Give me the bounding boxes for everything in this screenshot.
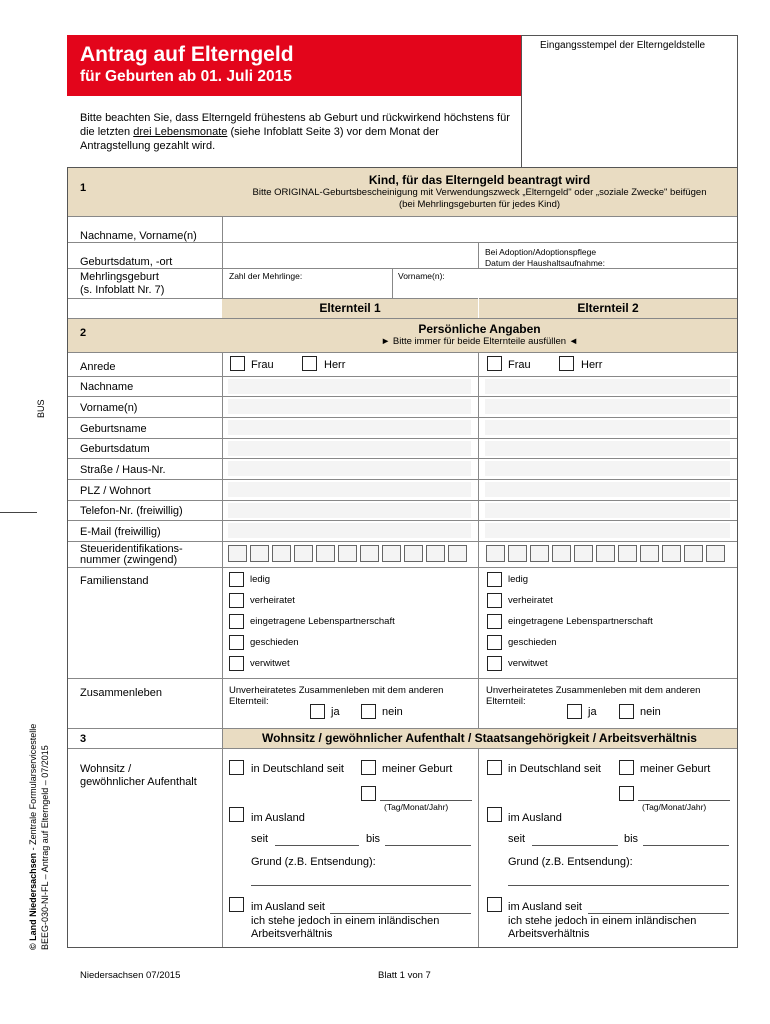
family-status-label: Familienstand <box>80 575 149 587</box>
p2-cohabit-question-1: Unverheiratetes Zusammenleben mit dem anderen <box>486 685 701 696</box>
p2-family-status-label: ledig <box>508 574 529 585</box>
p2-taxid-digit[interactable] <box>662 545 681 562</box>
p2-street-input[interactable] <box>485 461 730 476</box>
form-title: Antrag auf Elterngeld <box>80 43 294 66</box>
p2-birthname-input[interactable] <box>485 420 730 435</box>
p2-taxid-digit[interactable] <box>640 545 659 562</box>
section2-hint: ► Bitte immer für beide Elternteile ausfüllen ◄ <box>380 336 579 347</box>
p2-germany-checkbox[interactable] <box>487 760 502 775</box>
p2-frau-label: Frau <box>508 359 531 371</box>
field-label-street: Straße / Haus-Nr. <box>80 464 166 476</box>
p2-taxid-digit[interactable] <box>486 545 505 562</box>
p1-until-label: bis <box>366 833 381 845</box>
section1-note-2: (bei Mehrlingsgeburten für jedes Kind) <box>398 199 561 210</box>
p2-cohabit-ja-checkbox[interactable] <box>567 704 582 719</box>
p2-abroad-since-label: im Ausland seit <box>508 901 582 913</box>
p2-date-line <box>638 800 730 801</box>
p2-taxid-digit[interactable] <box>596 545 615 562</box>
p2-taxid-digit[interactable] <box>552 545 571 562</box>
residence-label-1: Wohnsitz / <box>80 763 132 775</box>
p2-firstnames-input[interactable] <box>485 399 730 414</box>
field-label-firstnames: Vorname(n) <box>80 402 138 414</box>
p1-cohabit-question-2: Elternteil: <box>229 696 269 707</box>
p2-cohabit-ja-label: ja <box>588 706 597 718</box>
p1-date-hint: (Tag/Monat/Jahr) <box>384 802 449 812</box>
margin-bus: BUS <box>36 399 46 418</box>
p1-germany-label: in Deutschland seit <box>251 763 344 775</box>
p1-domestic-2: Arbeitsverhältnis <box>251 928 333 940</box>
p1-date-checkbox[interactable] <box>361 786 376 801</box>
p2-taxid-digit[interactable] <box>618 545 637 562</box>
p1-family-status-label: eingetragene Lebenspartnerschaft <box>250 616 395 627</box>
taxid-label-2: nummer (zwingend) <box>80 554 178 566</box>
p1-cohabit-question-1: Unverheiratetes Zusammenleben mit dem anderen <box>229 685 444 696</box>
p2-email-input[interactable] <box>485 523 730 538</box>
p2-family-status-label: verwitwet <box>508 658 548 669</box>
section2-number: 2 <box>80 327 87 339</box>
p1-abroad-label: im Ausland <box>251 812 305 824</box>
p1-taxid-digit[interactable] <box>404 545 423 562</box>
footer-left: Niedersachsen 07/2015 <box>80 970 181 981</box>
p1-taxid-digit[interactable] <box>338 545 357 562</box>
margin-publisher: © Land Niedersachsen - Zentrale Formularservicestelle <box>28 723 38 950</box>
field-label-city: PLZ / Wohnort <box>80 485 151 497</box>
p1-cohabit-ja-label: ja <box>331 706 340 718</box>
margin-form-code: BEEG-030-NI-FL – Antrag auf Elterngeld – 07/2015 <box>40 745 50 950</box>
p2-abroad-label: im Ausland <box>508 812 562 824</box>
adoption-note-2: Datum der Haushaltsaufnahme: <box>485 258 606 268</box>
p1-taxid-digit[interactable] <box>294 545 313 562</box>
p1-since-input[interactable] <box>275 845 359 846</box>
field-label-phone: Telefon-Nr. (freiwillig) <box>80 505 183 517</box>
p1-herr-checkbox[interactable] <box>302 356 317 371</box>
p1-date-line <box>380 800 472 801</box>
salutation-label: Anrede <box>80 361 116 373</box>
p1-birthname-input[interactable] <box>228 420 471 435</box>
parent2-title: Elternteil 2 <box>577 301 639 315</box>
p2-taxid-digit[interactable] <box>706 545 725 562</box>
p2-taxid-digit[interactable] <box>574 545 593 562</box>
p1-abroad-since-input[interactable] <box>330 913 471 914</box>
stamp-label: Eingangsstempel der Elterngeldstelle <box>540 40 706 51</box>
p2-taxid-digit[interactable] <box>684 545 703 562</box>
form-subtitle: für Geburten ab 01. Juli 2015 <box>80 68 292 85</box>
section1-note-1: Bitte ORIGINAL-Geburtsbescheinigung mit Verwendungszweck „Elterngeld" oder „soziale Zwecke" beifügen <box>252 187 707 198</box>
p1-since-label: seit <box>251 833 269 845</box>
field-label-birthdate: Geburtsdatum <box>80 443 150 455</box>
p1-taxid-digit[interactable] <box>382 545 401 562</box>
p1-phone-input[interactable] <box>228 503 471 518</box>
p2-reason-input[interactable] <box>508 885 729 886</box>
p2-city-input[interactable] <box>485 482 730 497</box>
intro-text: Bitte beachten Sie, dass Elterngeld frühestens ab Geburt und rückwirkend höchstens für die letzten drei Lebensmonate (siehe Infoblatt Seite 3) vor dem Monat der Antragstellung gezahlt wird. <box>80 112 510 152</box>
section1-title: Kind, für das Elterngeld beantragt wird <box>368 173 591 187</box>
p2-birthdate-input[interactable] <box>485 441 730 456</box>
p1-birthdate-input[interactable] <box>228 441 471 456</box>
section3-title: Wohnsitz / gewöhnlicher Aufenthalt / Staatsangehörigkeit / Arbeitsverhältnis <box>262 731 697 745</box>
p2-birth-checkbox[interactable] <box>619 760 634 775</box>
p2-cohabit-nein-checkbox[interactable] <box>619 704 634 719</box>
multiple-birth-label-1: Mehrlingsgeburt <box>80 271 159 283</box>
p2-herr-checkbox[interactable] <box>559 356 574 371</box>
p2-taxid-digit[interactable] <box>530 545 549 562</box>
p1-taxid-digit[interactable] <box>228 545 247 562</box>
p1-family-status-label: verwitwet <box>250 658 290 669</box>
p1-taxid-digit[interactable] <box>426 545 445 562</box>
multiple-birth-label-2: (s. Infoblatt Nr. 7) <box>80 284 165 296</box>
p2-family-status-checkbox[interactable] <box>487 572 502 587</box>
field-label-email: E-Mail (freiwillig) <box>80 526 161 538</box>
p2-family-status-checkbox[interactable] <box>487 656 502 671</box>
section1-number: 1 <box>80 182 87 194</box>
child-birth-label: Geburtsdatum, -ort <box>80 256 173 268</box>
taxid-label-1: Steueridentifikations- <box>80 543 183 555</box>
parent1-title: Elternteil 1 <box>319 301 381 315</box>
p2-domestic-2: Arbeitsverhältnis <box>508 928 590 940</box>
p2-until-input[interactable] <box>643 845 729 846</box>
p1-abroad-checkbox[interactable] <box>229 807 244 822</box>
p2-abroad-checkbox[interactable] <box>487 807 502 822</box>
p2-since-label: seit <box>508 833 526 845</box>
p2-family-status-checkbox[interactable] <box>487 593 502 608</box>
p1-frau-label: Frau <box>251 359 274 371</box>
section3-number: 3 <box>80 733 87 745</box>
p2-domestic-1: ich stehe jedoch in einem inländischen <box>508 915 697 927</box>
residence-label-2: gewöhnlicher Aufenthalt <box>80 776 197 788</box>
p2-taxid-digit[interactable] <box>508 545 527 562</box>
p1-email-input[interactable] <box>228 523 471 538</box>
footer-center: Blatt 1 von 7 <box>378 970 431 981</box>
p2-family-status-label: eingetragene Lebenspartnerschaft <box>508 616 653 627</box>
p1-birth-label: meiner Geburt <box>382 763 453 775</box>
p1-taxid-digit[interactable] <box>272 545 291 562</box>
p2-family-status-label: verheiratet <box>508 595 553 606</box>
p1-domestic-1: ich stehe jedoch in einem inländischen <box>251 915 440 927</box>
p1-taxid-digit[interactable] <box>316 545 335 562</box>
p1-city-input[interactable] <box>228 482 471 497</box>
p1-frau-checkbox[interactable] <box>230 356 245 371</box>
p2-germany-label: in Deutschland seit <box>508 763 601 775</box>
p1-germany-checkbox[interactable] <box>229 760 244 775</box>
p2-since-input[interactable] <box>532 845 618 846</box>
form-header <box>67 35 521 96</box>
section2-title: Persönliche Angaben <box>418 322 541 336</box>
p2-birth-label: meiner Geburt <box>640 763 711 775</box>
intro-underlined: drei Lebensmonate <box>133 126 228 138</box>
p1-abroad-since-label: im Ausland seit <box>251 901 325 913</box>
p1-reason-input[interactable] <box>251 885 471 886</box>
p2-herr-label: Herr <box>581 359 603 371</box>
fold-mark <box>0 512 37 513</box>
p1-family-status-checkbox[interactable] <box>229 635 244 650</box>
multiples-firstnames-label: Vorname(n): <box>398 271 445 281</box>
p1-family-status-checkbox[interactable] <box>229 572 244 587</box>
p1-family-status-label: ledig <box>250 574 271 585</box>
p1-taxid-digit[interactable] <box>448 545 467 562</box>
p2-cohabit-question-2: Elternteil: <box>486 696 526 707</box>
field-label-birthname: Geburtsname <box>80 423 147 435</box>
p1-family-status-label: geschieden <box>250 637 299 648</box>
p1-herr-label: Herr <box>324 359 346 371</box>
p1-lastname-input[interactable] <box>228 379 471 394</box>
p2-abroad-since-input[interactable] <box>588 913 729 914</box>
stamp-box <box>521 35 738 169</box>
p2-abroad-since-checkbox[interactable] <box>487 897 502 912</box>
p2-reason-label: Grund (z.B. Entsendung): <box>508 856 633 868</box>
p2-date-checkbox[interactable] <box>619 786 634 801</box>
p1-birth-checkbox[interactable] <box>361 760 376 775</box>
child-name-label: Nachname, Vorname(n) <box>80 230 197 242</box>
p1-cohabit-nein-label: nein <box>382 706 403 718</box>
p1-abroad-since-checkbox[interactable] <box>229 897 244 912</box>
p1-cohabit-nein-checkbox[interactable] <box>361 704 376 719</box>
multiples-count-label: Zahl der Mehrlinge: <box>229 271 303 281</box>
p1-reason-label: Grund (z.B. Entsendung): <box>251 856 376 868</box>
p1-until-input[interactable] <box>385 845 471 846</box>
cohabit-label: Zusammenleben <box>80 687 162 699</box>
p1-firstnames-input[interactable] <box>228 399 471 414</box>
p2-date-hint: (Tag/Monat/Jahr) <box>642 802 707 812</box>
p2-until-label: bis <box>624 833 639 845</box>
p2-frau-checkbox[interactable] <box>487 356 502 371</box>
field-label-lastname: Nachname <box>80 381 134 393</box>
p2-family-status-checkbox[interactable] <box>487 614 502 629</box>
p2-lastname-input[interactable] <box>485 379 730 394</box>
p2-family-status-checkbox[interactable] <box>487 635 502 650</box>
p1-taxid-digit[interactable] <box>250 545 269 562</box>
p2-family-status-label: geschieden <box>508 637 557 648</box>
p1-cohabit-ja-checkbox[interactable] <box>310 704 325 719</box>
p1-taxid-digit[interactable] <box>360 545 379 562</box>
adoption-note-1: Bei Adoption/Adoptionspflege <box>485 247 597 257</box>
p2-cohabit-nein-label: nein <box>640 706 661 718</box>
p1-family-status-checkbox[interactable] <box>229 593 244 608</box>
p1-family-status-checkbox[interactable] <box>229 614 244 629</box>
p1-family-status-label: verheiratet <box>250 595 295 606</box>
p2-phone-input[interactable] <box>485 503 730 518</box>
p1-street-input[interactable] <box>228 461 471 476</box>
p1-family-status-checkbox[interactable] <box>229 656 244 671</box>
